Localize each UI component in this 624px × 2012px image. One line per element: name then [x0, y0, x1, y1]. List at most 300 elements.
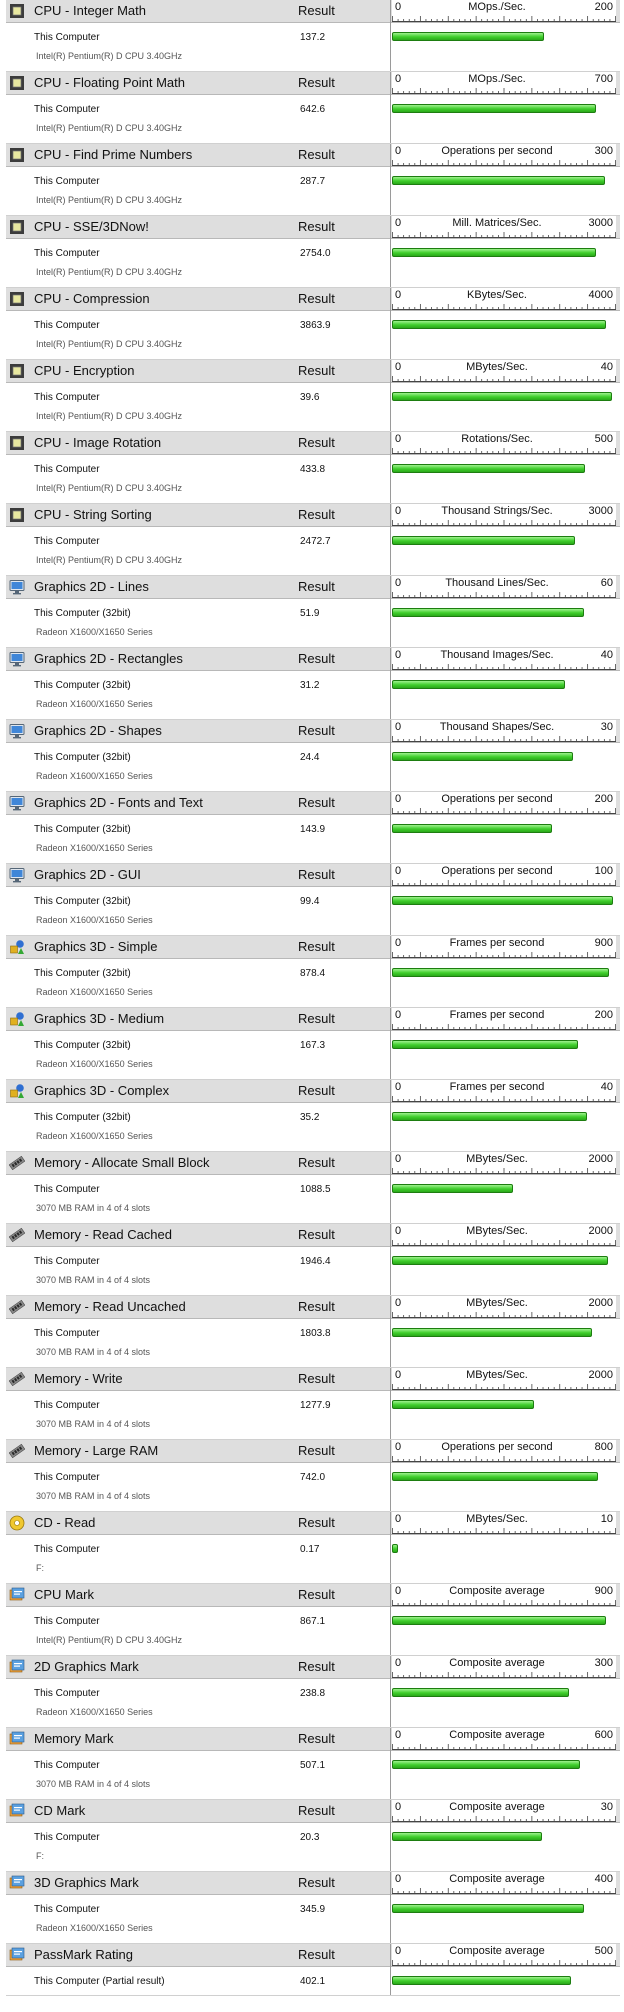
- scale-axis: [392, 1440, 616, 1462]
- benchmark-row[interactable]: [6, 1872, 620, 1944]
- hardware-description: F:: [36, 1851, 44, 1861]
- column-divider: [390, 360, 391, 432]
- scale-unit: KBytes/Sec.: [467, 289, 527, 301]
- scale-axis: [392, 72, 616, 94]
- computer-label: This Computer: [34, 1832, 100, 1843]
- benchmark-header: [6, 0, 620, 23]
- scale-unit: Operations per second: [441, 1441, 553, 1453]
- benchmark-header: [6, 864, 620, 887]
- column-divider: [390, 1440, 391, 1512]
- benchmark-row[interactable]: [6, 144, 620, 216]
- benchmark-title: PassMark Rating: [34, 1947, 133, 1962]
- result-bar: [392, 1472, 598, 1481]
- mark-summary-icon: [9, 1875, 25, 1891]
- benchmark-title: Graphics 3D - Simple: [34, 939, 158, 954]
- scale-axis: [392, 288, 616, 310]
- scale-unit: Rotations/Sec.: [461, 433, 533, 445]
- benchmark-row[interactable]: [6, 1656, 620, 1728]
- benchmark-title: CPU - Encryption: [34, 363, 135, 378]
- benchmark-row[interactable]: [6, 1008, 620, 1080]
- scale-max: 40: [600, 1081, 613, 1093]
- computer-label: This Computer: [34, 176, 100, 187]
- scale-max: 3000: [588, 505, 613, 517]
- scale-max: 900: [594, 937, 613, 949]
- mark-summary-icon: [9, 1731, 25, 1747]
- column-divider: [390, 1656, 391, 1728]
- monitor-icon: [9, 579, 25, 595]
- scale-max: 2000: [588, 1225, 613, 1237]
- hardware-description: Intel(R) Pentium(R) D CPU 3.40GHz: [36, 339, 183, 349]
- result-column-label: Result: [298, 1587, 335, 1602]
- benchmark-header: [6, 1224, 620, 1247]
- scale-min: 0: [395, 1153, 402, 1165]
- result-bar: [392, 824, 552, 833]
- column-divider: [390, 288, 391, 360]
- scale-ticks: [392, 1383, 616, 1390]
- result-column-label: Result: [298, 795, 335, 810]
- column-divider: [390, 1008, 391, 1080]
- benchmark-row[interactable]: [6, 792, 620, 864]
- result-value: 878.4: [300, 968, 326, 979]
- cpu-chip-icon: [9, 219, 25, 235]
- scale-min: 0: [395, 1657, 402, 1669]
- result-bar: [392, 680, 565, 689]
- scale-unit: MBytes/Sec.: [466, 1225, 528, 1237]
- memory-module-icon: [9, 1443, 25, 1459]
- benchmark-header: [6, 216, 620, 239]
- benchmark-row[interactable]: [6, 1800, 620, 1872]
- computer-label: This Computer: [34, 1184, 100, 1195]
- scale-ticks: [392, 1743, 616, 1750]
- computer-label: This Computer (32bit): [34, 896, 131, 907]
- result-value: 1277.9: [300, 1400, 331, 1411]
- result-bar: [392, 1760, 580, 1769]
- scale-min: 0: [395, 1801, 402, 1813]
- benchmark-title: Graphics 2D - Lines: [34, 579, 149, 594]
- scale-axis: [392, 144, 616, 166]
- scale-axis: [392, 1584, 616, 1606]
- benchmark-title: CPU - String Sorting: [34, 507, 152, 522]
- scale-min: 0: [395, 649, 402, 661]
- benchmark-row[interactable]: [6, 1728, 620, 1800]
- scale-max: 40: [600, 361, 613, 373]
- benchmark-title: Graphics 3D - Medium: [34, 1011, 165, 1026]
- benchmark-header: [6, 360, 620, 383]
- result-column-label: Result: [298, 1947, 335, 1962]
- scale-ticks: [392, 447, 616, 454]
- scale-min: 0: [395, 1945, 402, 1957]
- scale-axis: [392, 936, 616, 958]
- computer-label: This Computer: [34, 1256, 100, 1267]
- hardware-description: Intel(R) Pentium(R) D CPU 3.40GHz: [36, 411, 183, 421]
- result-column-label: Result: [298, 1443, 335, 1458]
- hardware-description: Radeon X1600/X1650 Series: [36, 1923, 153, 1933]
- benchmark-header: [6, 1368, 620, 1391]
- benchmark-header: [6, 792, 620, 815]
- scale-min: 0: [395, 1297, 402, 1309]
- result-bar: [392, 248, 596, 257]
- scale-min: 0: [395, 217, 402, 229]
- result-column-label: Result: [298, 147, 335, 162]
- benchmark-row[interactable]: [6, 864, 620, 936]
- result-column-label: Result: [298, 1875, 335, 1890]
- scale-unit: Mill. Matrices/Sec.: [452, 217, 542, 229]
- result-value: 287.7: [300, 176, 326, 187]
- scale-min: 0: [395, 1, 402, 13]
- benchmark-title: Graphics 2D - Shapes: [34, 723, 162, 738]
- scale-max: 300: [594, 1657, 613, 1669]
- benchmark-title: CPU - Integer Math: [34, 3, 146, 18]
- scale-min: 0: [395, 289, 402, 301]
- result-column-label: Result: [298, 1659, 335, 1674]
- result-bar: [392, 968, 609, 977]
- result-bar: [392, 536, 575, 545]
- scale-max: 2000: [588, 1153, 613, 1165]
- scale-max: 100: [594, 865, 613, 877]
- monitor-icon: [9, 723, 25, 739]
- result-column-label: Result: [298, 1803, 335, 1818]
- result-value: 1088.5: [300, 1184, 331, 1195]
- column-divider: [390, 1152, 391, 1224]
- result-value: 345.9: [300, 1904, 326, 1915]
- scale-unit: MBytes/Sec.: [466, 1297, 528, 1309]
- result-bar: [392, 1904, 584, 1913]
- computer-label: This Computer (32bit): [34, 1112, 131, 1123]
- result-value: 20.3: [300, 1832, 320, 1843]
- benchmark-row[interactable]: [6, 720, 620, 792]
- result-column-label: Result: [298, 867, 335, 882]
- result-bar: [392, 896, 613, 905]
- column-divider: [390, 432, 391, 504]
- scale-unit: Operations per second: [441, 145, 553, 157]
- benchmark-header: [6, 1512, 620, 1535]
- benchmark-row[interactable]: [6, 504, 620, 576]
- benchmark-header: [6, 1080, 620, 1103]
- computer-label: This Computer: [34, 320, 100, 331]
- computer-label: This Computer (32bit): [34, 824, 131, 835]
- scale-axis: [392, 216, 616, 238]
- hardware-description: Radeon X1600/X1650 Series: [36, 1131, 153, 1141]
- benchmark-row[interactable]: [6, 1224, 620, 1296]
- result-value: 51.9: [300, 608, 320, 619]
- column-divider: [390, 0, 391, 72]
- result-bar: [392, 1976, 571, 1985]
- scale-unit: Thousand Strings/Sec.: [441, 505, 553, 517]
- scale-max: 500: [594, 433, 613, 445]
- column-divider: [390, 792, 391, 864]
- computer-label: This Computer: [34, 464, 100, 475]
- benchmark-row[interactable]: [6, 216, 620, 288]
- hardware-description: Radeon X1600/X1650 Series: [36, 699, 153, 709]
- benchmark-row[interactable]: [6, 1512, 620, 1584]
- benchmark-row[interactable]: [6, 936, 620, 1008]
- result-column-label: Result: [298, 1011, 335, 1026]
- cpu-chip-icon: [9, 3, 25, 19]
- computer-label: This Computer: [34, 1400, 100, 1411]
- scale-axis: [392, 1800, 616, 1822]
- result-bar: [392, 1616, 606, 1625]
- benchmark-row[interactable]: [6, 1944, 620, 1996]
- monitor-icon: [9, 795, 25, 811]
- cpu-chip-icon: [9, 75, 25, 91]
- scale-axis: [392, 360, 616, 382]
- hardware-description: Intel(R) Pentium(R) D CPU 3.40GHz: [36, 555, 183, 565]
- scale-ticks: [392, 159, 616, 166]
- result-column-label: Result: [298, 291, 335, 306]
- benchmark-row[interactable]: [6, 72, 620, 144]
- column-divider: [390, 1512, 391, 1584]
- scale-axis: [392, 648, 616, 670]
- hardware-description: Intel(R) Pentium(R) D CPU 3.40GHz: [36, 1635, 183, 1645]
- result-value: 143.9: [300, 824, 326, 835]
- scale-max: 500: [594, 1945, 613, 1957]
- scale-max: 4000: [588, 289, 613, 301]
- result-column-label: Result: [298, 1083, 335, 1098]
- scale-ticks: [392, 1095, 616, 1102]
- result-column-label: Result: [298, 939, 335, 954]
- result-column-label: Result: [298, 507, 335, 522]
- memory-module-icon: [9, 1299, 25, 1315]
- hardware-description: Radeon X1600/X1650 Series: [36, 915, 153, 925]
- result-column-label: Result: [298, 1371, 335, 1386]
- benchmark-title: CD - Read: [34, 1515, 96, 1530]
- computer-label: This Computer (32bit): [34, 608, 131, 619]
- column-divider: [390, 216, 391, 288]
- scale-ticks: [392, 231, 616, 238]
- result-value: 238.8: [300, 1688, 326, 1699]
- scale-unit: Thousand Lines/Sec.: [445, 577, 549, 589]
- scale-ticks: [392, 1527, 616, 1534]
- scale-ticks: [392, 951, 616, 958]
- hardware-description: 3070 MB RAM in 4 of 4 slots: [36, 1779, 151, 1789]
- benchmark-title: Graphics 2D - GUI: [34, 867, 141, 882]
- benchmark-title: CPU - SSE/3DNow!: [34, 219, 149, 234]
- column-divider: [390, 936, 391, 1008]
- result-bar: [392, 104, 596, 113]
- scale-axis: [392, 0, 616, 22]
- benchmark-row[interactable]: [6, 1152, 620, 1224]
- scale-unit: Operations per second: [441, 865, 553, 877]
- benchmark-title: Memory - Large RAM: [34, 1443, 159, 1458]
- scale-max: 2000: [588, 1369, 613, 1381]
- mark-summary-icon: [9, 1587, 25, 1603]
- hardware-description: 3070 MB RAM in 4 of 4 slots: [36, 1419, 151, 1429]
- scale-axis: [392, 1872, 616, 1894]
- scale-min: 0: [395, 145, 402, 157]
- scale-ticks: [392, 87, 616, 94]
- hardware-description: Radeon X1600/X1650 Series: [36, 1059, 153, 1069]
- result-value: 507.1: [300, 1760, 326, 1771]
- memory-module-icon: [9, 1155, 25, 1171]
- scale-max: 10: [600, 1513, 613, 1525]
- scale-axis: [392, 864, 616, 886]
- result-column-label: Result: [298, 1227, 335, 1242]
- result-value: 31.2: [300, 680, 320, 691]
- scale-unit: Composite average: [449, 1945, 545, 1957]
- result-bar: [392, 32, 544, 41]
- benchmark-row[interactable]: [6, 360, 620, 432]
- benchmark-row[interactable]: [6, 1368, 620, 1440]
- hardware-description: Radeon X1600/X1650 Series: [36, 987, 153, 997]
- scale-max: 200: [594, 793, 613, 805]
- scale-max: 2000: [588, 1297, 613, 1309]
- computer-label: This Computer (32bit): [34, 680, 131, 691]
- scale-min: 0: [395, 793, 402, 805]
- computer-label: This Computer: [34, 1760, 100, 1771]
- benchmark-title: Memory - Read Uncached: [34, 1299, 186, 1314]
- scale-unit: Composite average: [449, 1729, 545, 1741]
- benchmark-header: [6, 432, 620, 455]
- scale-max: 900: [594, 1585, 613, 1597]
- mark-summary-icon: [9, 1659, 25, 1675]
- hardware-description: Radeon X1600/X1650 Series: [36, 1707, 153, 1717]
- scale-min: 0: [395, 937, 402, 949]
- scale-axis: [392, 1224, 616, 1246]
- scale-unit: Composite average: [449, 1801, 545, 1813]
- scale-axis: [392, 1656, 616, 1678]
- scale-ticks: [392, 1671, 616, 1678]
- computer-label: This Computer: [34, 1544, 100, 1555]
- scale-max: 200: [594, 1009, 613, 1021]
- result-bar: [392, 1256, 608, 1265]
- column-divider: [390, 1584, 391, 1656]
- benchmark-header: [6, 648, 620, 671]
- benchmark-header: [6, 504, 620, 527]
- hardware-description: Radeon X1600/X1650 Series: [36, 843, 153, 853]
- result-column-label: Result: [298, 1299, 335, 1314]
- scale-ticks: [392, 591, 616, 598]
- computer-label: This Computer: [34, 392, 100, 403]
- result-column-label: Result: [298, 435, 335, 450]
- scale-min: 0: [395, 865, 402, 877]
- computer-label: This Computer: [34, 1616, 100, 1627]
- cpu-chip-icon: [9, 435, 25, 451]
- scale-ticks: [392, 1239, 616, 1246]
- memory-module-icon: [9, 1227, 25, 1243]
- scale-unit: MBytes/Sec.: [466, 1153, 528, 1165]
- benchmark-header: [6, 72, 620, 95]
- scale-axis: [392, 432, 616, 454]
- benchmark-header: [6, 1800, 620, 1823]
- benchmark-title: 3D Graphics Mark: [34, 1875, 139, 1890]
- computer-label: This Computer: [34, 248, 100, 259]
- benchmark-title: CPU - Floating Point Math: [34, 75, 186, 90]
- column-divider: [390, 144, 391, 216]
- scale-unit: MBytes/Sec.: [466, 1513, 528, 1525]
- scale-ticks: [392, 879, 616, 886]
- result-bar: [392, 1328, 592, 1337]
- benchmark-header: [6, 1656, 620, 1679]
- benchmark-row[interactable]: [6, 576, 620, 648]
- scale-axis: [392, 1512, 616, 1534]
- result-bar: [392, 608, 584, 617]
- benchmark-header: [6, 1152, 620, 1175]
- result-value: 433.8: [300, 464, 326, 475]
- scale-max: 30: [600, 721, 613, 733]
- 3d-shapes-icon: [9, 1083, 25, 1099]
- result-bar: [392, 1040, 578, 1049]
- hardware-description: 3070 MB RAM in 4 of 4 slots: [36, 1275, 151, 1285]
- computer-label: This Computer (32bit): [34, 752, 131, 763]
- benchmark-row[interactable]: [6, 1440, 620, 1512]
- benchmark-row[interactable]: [6, 1584, 620, 1656]
- benchmark-row[interactable]: [6, 0, 620, 72]
- scale-unit: Frames per second: [449, 1009, 545, 1021]
- result-column-label: Result: [298, 219, 335, 234]
- result-column-label: Result: [298, 1515, 335, 1530]
- scale-min: 0: [395, 1441, 402, 1453]
- benchmark-row[interactable]: [6, 1080, 620, 1152]
- result-column-label: Result: [298, 1731, 335, 1746]
- benchmark-header: [6, 1008, 620, 1031]
- computer-label: This Computer: [34, 32, 100, 43]
- benchmark-title: Memory Mark: [34, 1731, 114, 1746]
- result-value: 0.17: [300, 1544, 320, 1555]
- benchmark-header: [6, 1944, 620, 1967]
- benchmark-row[interactable]: [6, 288, 620, 360]
- result-bar: [392, 1184, 513, 1193]
- benchmark-row[interactable]: [6, 1296, 620, 1368]
- scale-min: 0: [395, 1081, 402, 1093]
- result-bar: [392, 1544, 398, 1553]
- hardware-description: 3070 MB RAM in 4 of 4 slots: [36, 1491, 151, 1501]
- row-divider: [6, 1995, 620, 1996]
- result-value: 167.3: [300, 1040, 326, 1051]
- benchmark-title: CD Mark: [34, 1803, 86, 1818]
- benchmark-results-list: [6, 0, 620, 1996]
- scale-min: 0: [395, 1729, 402, 1741]
- hardware-description: Intel(R) Pentium(R) D CPU 3.40GHz: [36, 51, 183, 61]
- benchmark-row[interactable]: [6, 432, 620, 504]
- scale-max: 300: [594, 145, 613, 157]
- column-divider: [390, 720, 391, 792]
- cpu-chip-icon: [9, 147, 25, 163]
- result-value: 2472.7: [300, 536, 331, 547]
- result-column-label: Result: [298, 3, 335, 18]
- scale-ticks: [392, 1311, 616, 1318]
- benchmark-title: CPU - Image Rotation: [34, 435, 162, 450]
- column-divider: [390, 576, 391, 648]
- result-value: 24.4: [300, 752, 320, 763]
- scale-max: 3000: [588, 217, 613, 229]
- benchmark-row[interactable]: [6, 648, 620, 720]
- hardware-description: Intel(R) Pentium(R) D CPU 3.40GHz: [36, 123, 183, 133]
- scale-ticks: [392, 519, 616, 526]
- scale-axis: [392, 792, 616, 814]
- scale-unit: Frames per second: [449, 1081, 545, 1093]
- computer-label: This Computer (Partial result): [34, 1976, 165, 1987]
- scale-max: 600: [594, 1729, 613, 1741]
- computer-label: This Computer: [34, 1904, 100, 1915]
- computer-label: This Computer (32bit): [34, 968, 131, 979]
- hardware-description: 3070 MB RAM in 4 of 4 slots: [36, 1203, 151, 1213]
- result-column-label: Result: [298, 651, 335, 666]
- scale-min: 0: [395, 1369, 402, 1381]
- column-divider: [390, 864, 391, 936]
- scale-unit: Composite average: [449, 1657, 545, 1669]
- scale-axis: [392, 720, 616, 742]
- scale-min: 0: [395, 1513, 402, 1525]
- 3d-shapes-icon: [9, 939, 25, 955]
- result-value: 642.6: [300, 104, 326, 115]
- 3d-shapes-icon: [9, 1011, 25, 1027]
- result-column-label: Result: [298, 75, 335, 90]
- cpu-chip-icon: [9, 291, 25, 307]
- scale-unit: Thousand Shapes/Sec.: [439, 721, 555, 733]
- benchmark-title: Memory - Allocate Small Block: [34, 1155, 210, 1170]
- scale-ticks: [392, 735, 616, 742]
- scale-max: 200: [594, 1, 613, 13]
